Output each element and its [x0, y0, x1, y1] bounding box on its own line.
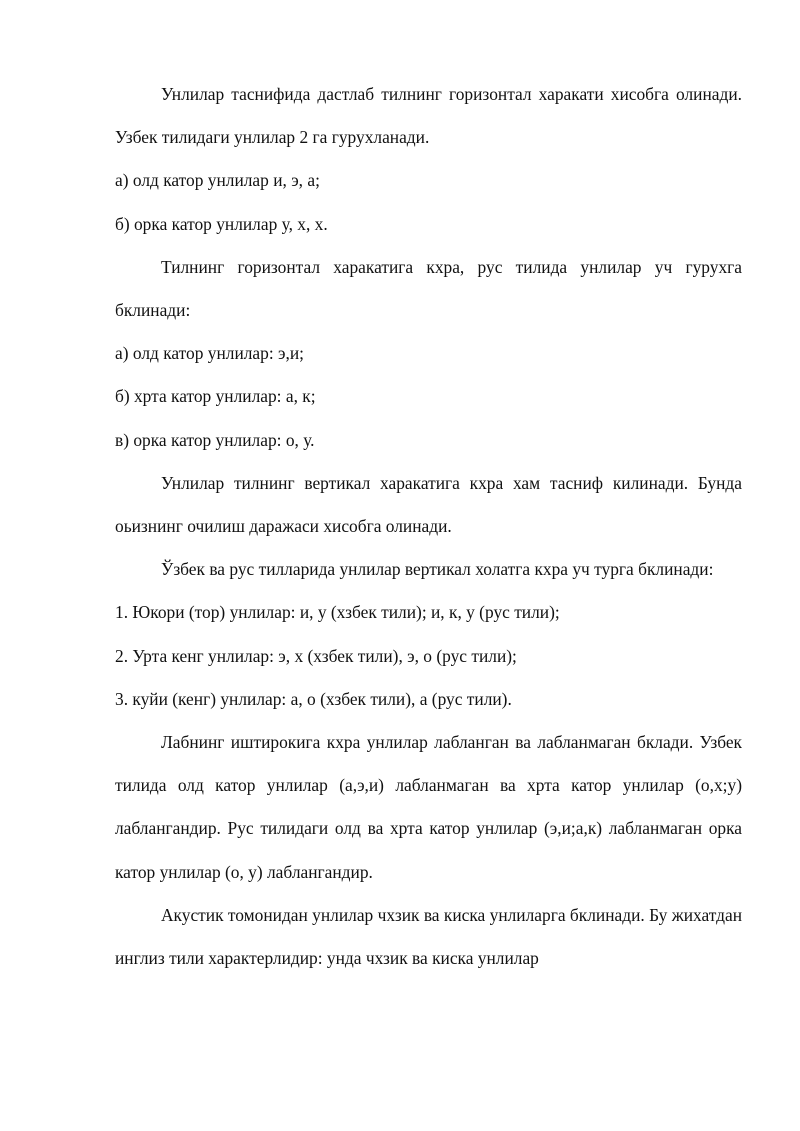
paragraph-lip-rounding: Лабнинг иштирокига кхра унлилар лабланган ва лабланмаган бклади. Узбек тилида олд катор унлилар (а,э,и) лабланмаган ва хрта катор унлилар (о,х;у) лаблангандир. Рус тилидаги олд ва хрта катор унлилар (э,и;а,к) лабланмаган орка катор унлилар (о, у) лаблангандир. [115, 732, 742, 882]
list-item-high-vowels: 1. Юкори (тор) унлилар: и, у (хзбек тили); и, к, у (рус тили); [115, 602, 560, 623]
list-item-uzbek-front-vowels: а) олд катор унлилар и, э, а; [115, 170, 320, 191]
paragraph-three-types: Ўзбек ва рус тилларида унлилар вертикал холатга кхра уч турга бклинади: [161, 559, 714, 580]
paragraph-horizontal-classification: Унлилар таснифида дастлаб тилнинг горизонтал харакати хисобга олинади. Узбек тилидаги унлилар 2 га гурухланади. [115, 84, 742, 148]
list-item-low-vowels: 3. куйи (кенг) унлилар: а, о (хзбек тили), а (рус тили). [115, 688, 512, 709]
document-body [115, 73, 742, 980]
list-item-russian-back-vowels: в) орка катор унлилар: о, у. [115, 429, 315, 450]
list-item-uzbek-back-vowels: б) орка катор унлилар у, х, х. [115, 213, 328, 234]
list-item-mid-vowels: 2. Урта кенг унлилар: э, х (хзбек тили), э, о (рус тили); [115, 645, 517, 666]
paragraph-russian-horizontal: Тилнинг горизонтал харакатига кхра, рус тилида унлилар уч гурухга бклинади: [115, 256, 742, 321]
paragraph-vertical-classification: Унлилар тилнинг вертикал харакатига кхра хам тасниф килинади. Бунда оьизнинг очилиш даражаси хисобга олинади. [115, 472, 742, 537]
list-item-russian-middle-vowels: б) хрта катор унлилар: а, к; [115, 386, 316, 407]
paragraph-acoustic: Акустик томонидан унлилар чхзик ва киска унлиларга бклинади. Бу жихатдан инглиз тили характерлидир: унда чхзик ва киска унлилар [115, 904, 742, 969]
list-item-russian-front-vowels: а) олд катор унлилар: э,и; [115, 343, 304, 364]
